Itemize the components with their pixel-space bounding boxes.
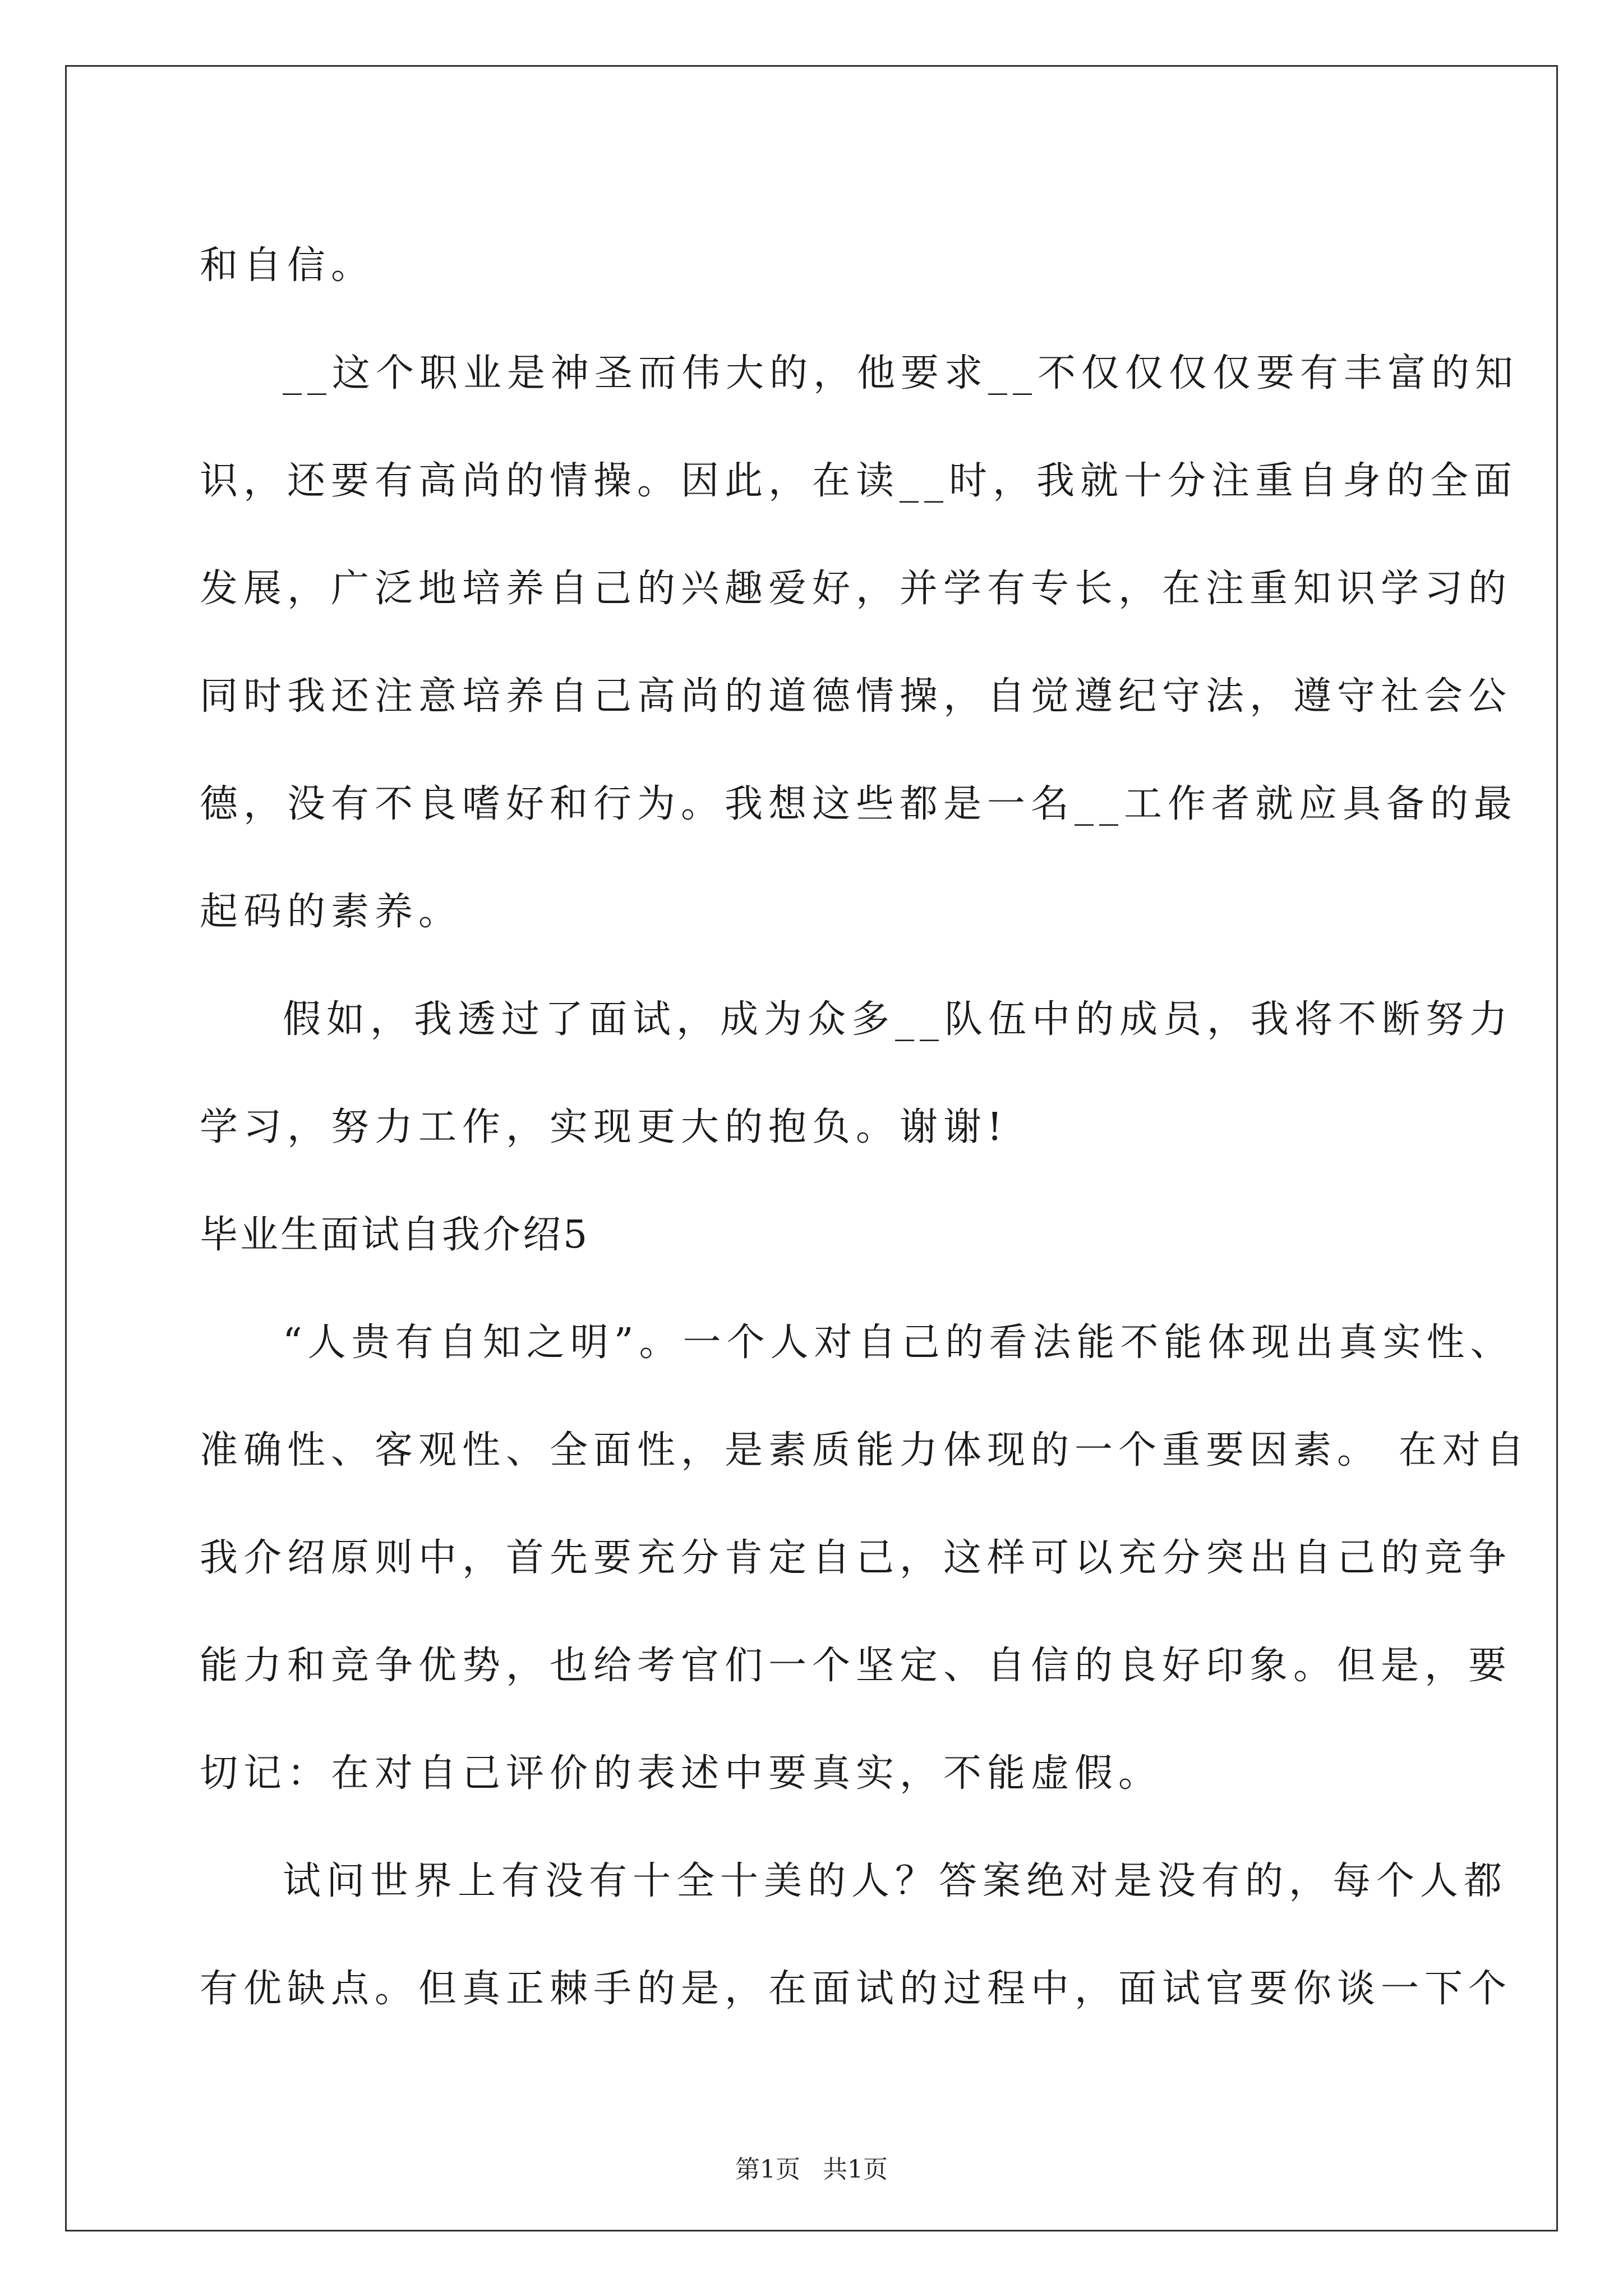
- paragraph-start: 假如，我透过了面试，成为众多__队伍中的成员，我将不断努力: [283, 997, 1514, 1042]
- text-line: 德，没有不良嗜好和行为。我想这些都是一名__工作者就应具备的最: [200, 782, 1518, 826]
- text-line: 识，还要有高尚的情操。因此，在读__时，我就十分注重自身的全面: [200, 459, 1518, 503]
- paragraph-start: __这个职业是神圣而伟大的，他要求__不仅仅仅仅要有丰富的知: [283, 351, 1519, 395]
- text-line: 发展，广泛地培养自己的兴趣爱好，并学有专长，在注重知识学习的: [200, 567, 1513, 611]
- text-line: 我介绍原则中，首先要充分肯定自己，这样可以充分突出自己的竞争: [200, 1536, 1513, 1580]
- paragraph-start: “人贵有自知之明”。一个人对自己的看法能不能体现出真实性、: [283, 1320, 1514, 1365]
- text-line: 同时我还注意培养自己高尚的道德情操，自觉遵纪守法，遵守社会公: [200, 674, 1513, 719]
- text-line: 准确性、客观性、全面性，是素质能力体现的一个重要因素。 在对自: [200, 1428, 1530, 1473]
- document-body: [200, 212, 1530, 2043]
- paragraph-start: 试问世界上有没有十全十美的人？答案绝对是没有的，每个人都: [283, 1859, 1508, 1903]
- text-line: 起码的素养。: [200, 890, 463, 934]
- text-line: 有优缺点。但真正棘手的是，在面试的过程中，面试官要你谈一下个: [200, 1967, 1513, 2011]
- page-total: 共1页: [823, 2155, 888, 2184]
- page-footer: [0, 2153, 1623, 2187]
- text-line: 能力和竞争优势，也给考官们一个坚定、自信的良好印象。但是，要: [200, 1644, 1513, 1688]
- page-number: 第1页: [735, 2155, 800, 2184]
- text-line: 和自信。: [200, 243, 375, 288]
- section-heading: 毕业生面试自我介绍5: [200, 1213, 590, 1257]
- text-line: 切记：在对自己评价的表述中要真实，不能虚假。: [200, 1751, 1163, 1796]
- text-line: 学习，努力工作，实现更大的抱负。谢谢!: [200, 1105, 1008, 1149]
